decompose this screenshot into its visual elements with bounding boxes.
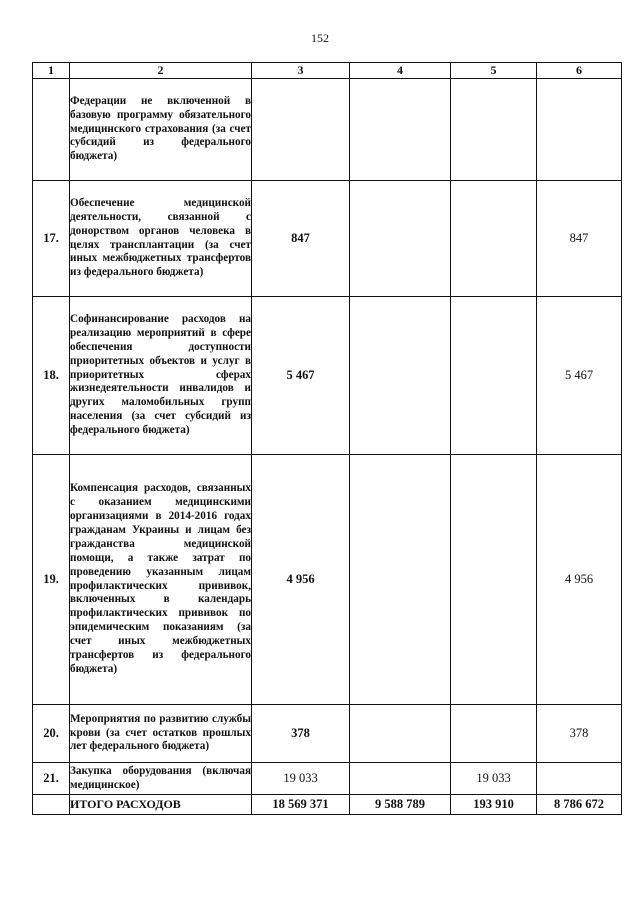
cell-col6 bbox=[537, 763, 622, 795]
cell-col3: 4 956 bbox=[252, 455, 350, 705]
cell-col6: 378 bbox=[537, 705, 622, 763]
row-number bbox=[33, 79, 70, 181]
total-label: ИТОГО РАСХОДОВ bbox=[70, 795, 252, 815]
cell-col5 bbox=[451, 297, 537, 455]
cell-col5 bbox=[451, 181, 537, 297]
row-description: Компенсация расходов, связанных с оказанием медицинскими организациями в 2014-2016 годах гражданам Украины и лицам без гражданства медицинской помощи, а также затрат по проведению указанным лицам профилактических прививок, включенных в календарь профилактических прививок по эпидемическим показаниям (за счет иных межбюджетных трансфертов из федерального бюджета) bbox=[70, 455, 252, 705]
cell-col3: 378 bbox=[252, 705, 350, 763]
cell-col5 bbox=[451, 455, 537, 705]
expenses-table bbox=[32, 62, 622, 815]
cell-col3: 847 bbox=[252, 181, 350, 297]
total-col6: 8 786 672 bbox=[537, 795, 622, 815]
total-col5: 193 910 bbox=[451, 795, 537, 815]
column-header: 3 bbox=[252, 63, 350, 79]
column-header: 5 bbox=[451, 63, 537, 79]
cell-col3: 19 033 bbox=[252, 763, 350, 795]
page-number: 152 bbox=[311, 31, 329, 45]
row-number: 17. bbox=[33, 181, 70, 297]
row-number: 20. bbox=[33, 705, 70, 763]
cell-col6: 5 467 bbox=[537, 297, 622, 455]
row-number: 19. bbox=[33, 455, 70, 705]
row-description: Обеспечение медицинской деятельности, связанной с донорством органов человека в целях трансплантации (за счет иных межбюджетных трансфертов из федерального бюджета) bbox=[70, 181, 252, 297]
total-row bbox=[33, 795, 622, 815]
column-number-row bbox=[33, 63, 622, 79]
cell-col6: 4 956 bbox=[537, 455, 622, 705]
column-header: 1 bbox=[33, 63, 70, 79]
cell-col3 bbox=[252, 79, 350, 181]
table-row bbox=[33, 297, 622, 455]
cell-col5 bbox=[451, 79, 537, 181]
table-row bbox=[33, 181, 622, 297]
row-description: Мероприятия по развитию службы крови (за счет остатков прошлых лет федерального бюджета) bbox=[70, 705, 252, 763]
row-number: 18. bbox=[33, 297, 70, 455]
cell-col6: 847 bbox=[537, 181, 622, 297]
table-row bbox=[33, 763, 622, 795]
row-description: Закупка оборудования (включая медицинское) bbox=[70, 763, 252, 795]
cell-col4 bbox=[350, 297, 451, 455]
total-col4: 9 588 789 bbox=[350, 795, 451, 815]
column-header: 4 bbox=[350, 63, 451, 79]
column-header: 6 bbox=[537, 63, 622, 79]
row-description: Федерации не включенной в базовую программу обязательного медицинского страхования (за счет субсидий из федерального бюджета) bbox=[70, 79, 252, 181]
row-number: 21. bbox=[33, 763, 70, 795]
row-description: Софинансирование расходов на реализацию мероприятий в сфере обеспечения доступности приоритетных объектов и услуг в приоритетных сферах жизнедеятельности инвалидов и других маломобильных групп населения (за счет субсидий из федерального бюджета) bbox=[70, 297, 252, 455]
table-row bbox=[33, 455, 622, 705]
cell-col4 bbox=[350, 181, 451, 297]
cell-col5 bbox=[451, 705, 537, 763]
cell-col5: 19 033 bbox=[451, 763, 537, 795]
cell-col4 bbox=[350, 763, 451, 795]
cell-col4 bbox=[350, 455, 451, 705]
table-row bbox=[33, 79, 622, 181]
column-header: 2 bbox=[70, 63, 252, 79]
cell-col3: 5 467 bbox=[252, 297, 350, 455]
table-row bbox=[33, 705, 622, 763]
cell-col6 bbox=[537, 79, 622, 181]
total-col3: 18 569 371 bbox=[252, 795, 350, 815]
cell-col4 bbox=[350, 79, 451, 181]
cell-col4 bbox=[350, 705, 451, 763]
total-number-cell bbox=[33, 795, 70, 815]
